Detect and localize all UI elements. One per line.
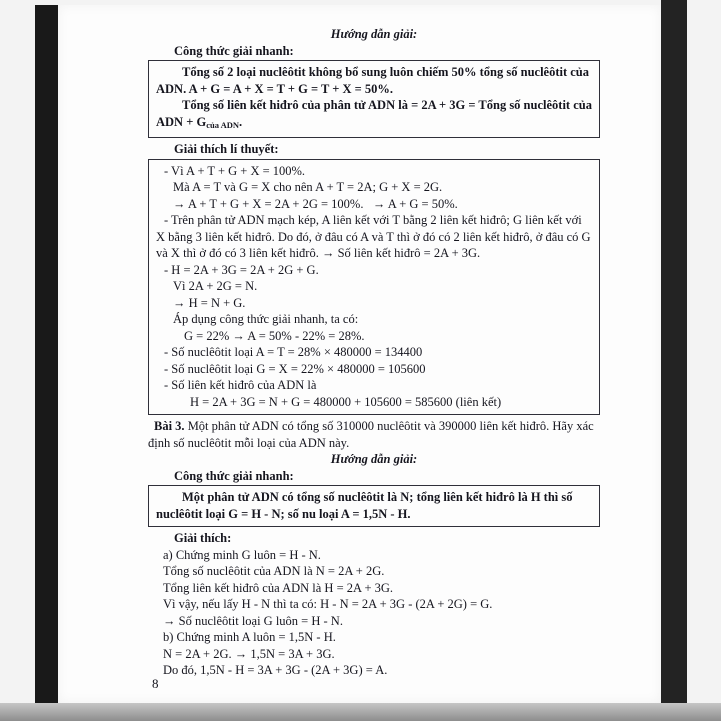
solution-heading-2: Hướng dẫn giải: [330, 452, 418, 466]
quick-formula-box-1 [148, 60, 600, 138]
explanation-section [148, 547, 600, 679]
page-content [148, 26, 600, 679]
page-number: 8 [152, 676, 159, 691]
text-line: - Vì A + T + G + X = 100%. [164, 163, 306, 178]
text-line: Tổng liên kết hiđrô của ADN là H = 2A + 3G. [163, 580, 394, 595]
text-line: - H = 2A + 3G = 2A + 2G + G. [164, 262, 319, 277]
text-line: G = 22% → A = 50% - 22% = 28%. [184, 328, 365, 343]
text-line: - Trên phân tử ADN mạch kép, A liên kết với T bằng 2 liên kết hiđrô; G liên kết với X bằng 3 liên kết hiđrô. Do đó, ở đâu có A và T thì ở đó có 2 liên kết hiđrô, ở đâu có G và X thì ở đó có 3 liên kết hiđrô. → Số liên kết hiđrô = 2A + 3G. [156, 213, 591, 260]
formula-text-end: . [239, 114, 243, 129]
formula-text: Tổng số liên kết hiđrô của phân tử ADN là = 2A + 3G = Tổng số nuclêôtit của ADN + G [156, 98, 592, 129]
problem-3-paragraph [148, 418, 600, 451]
solution-heading-1: Hướng dẫn giải: [330, 27, 418, 41]
problem-3-label: Bài 3. [154, 419, 185, 433]
bottom-strip [0, 703, 721, 721]
theory-label: Giải thích lí thuyết: [174, 142, 279, 156]
book-left-edge [35, 5, 58, 703]
text-line: → H = N + G. [173, 295, 246, 310]
text-line: - Số nuclêôtit loại A = T = 28% × 480000 = 134400 [164, 345, 423, 359]
text-line: Vì vậy, nếu lấy H - N thì ta có: H - N = 2A + 3G - (2A + 2G) = G. [163, 597, 493, 611]
formula-paragraph [156, 97, 592, 133]
text-line: Do đó, 1,5N - H = 3A + 3G - (2A + 3G) = A. [163, 663, 388, 677]
quick-formula-label-1: Công thức giải nhanh: [174, 43, 294, 58]
theory-box [148, 159, 600, 416]
text-line: - Số liên kết hiđrô của ADN là [164, 378, 317, 392]
formula-paragraph: Một phân tử ADN có tổng số nuclêôtit là N; tổng liên kết hiđrô là H thì số nuclêôtit loại G = H - N; số nu loại A = 1,5N - H. [156, 490, 573, 521]
quick-formula-box-2 [148, 485, 600, 527]
text-line: b) Chứng minh A luôn = 1,5N - H. [163, 630, 336, 644]
text-line: N = 2A + 2G. → 1,5N = 3A + 3G. [163, 646, 335, 661]
formula-paragraph: Tổng số 2 loại nuclêôtit không bổ sung luôn chiếm 50% tổng số nuclêôtit của ADN. A + G = A + X = T + G = T + X = 50%. [156, 65, 590, 96]
problem-3-text: Một phân tử ADN có tổng số 310000 nuclêôtit và 390000 liên kết hiđrô. Hãy xác định số nuclêôtit mỗi loại của ADN này. [148, 419, 594, 450]
text-line: - Số nuclêôtit loại G = X = 22% × 480000 = 105600 [164, 361, 426, 376]
text-line: H = 2A + 3G = N + G = 480000 + 105600 = 585600 (liên kết) [190, 394, 502, 409]
book-right-edge [661, 0, 687, 703]
text-line: → Số nuclêôtit loại G luôn = H - N. [163, 613, 343, 628]
subscript-text: của ADN [206, 119, 240, 130]
text-line: Vì 2A + 2G = N. [173, 279, 258, 293]
text-line: a) Chứng minh G luôn = H - N. [163, 547, 321, 562]
text-line: Tổng số nuclêôtit của ADN là N = 2A + 2G. [163, 564, 385, 578]
text-line: Áp dụng công thức giải nhanh, ta có: [173, 312, 359, 326]
text-line: → A + T + G + X = 2A + 2G = 100%. → A + G = 50%. [173, 196, 458, 211]
explanation-label: Giải thích: [174, 531, 232, 545]
text-line: Mà A = T và G = X cho nên A + T = 2A; G + X = 2G. [173, 180, 443, 194]
quick-formula-label-2: Công thức giải nhanh: [174, 468, 294, 483]
